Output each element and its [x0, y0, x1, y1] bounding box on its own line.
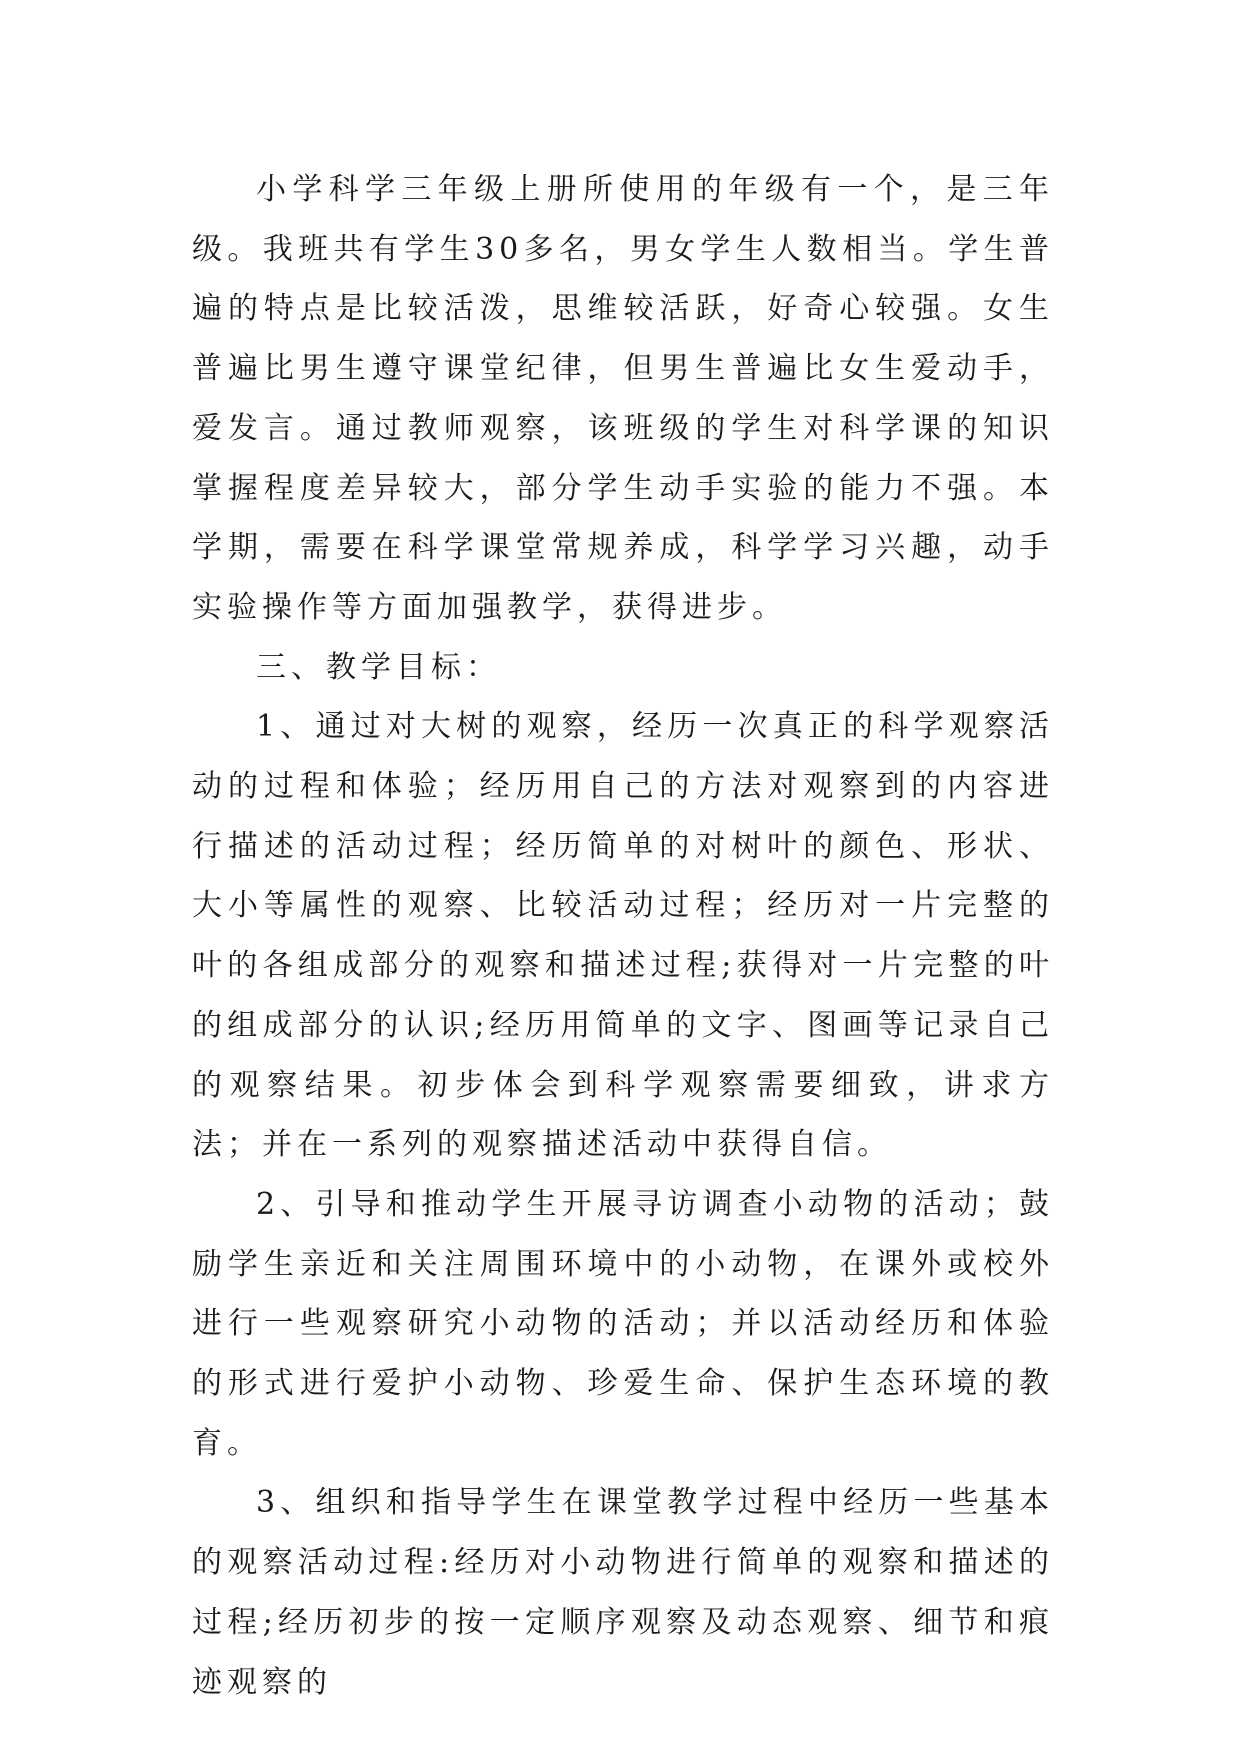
section-heading-teaching-goals: 三、教学目标：	[256, 649, 501, 685]
document-body	[192, 160, 1054, 1712]
paragraph-goal-2: 2、引导和推动学生开展寻访调查小动物的活动；鼓励学生亲近和关注周围环境中的小动物，在课外或校外进行一些观察研究小动物的活动；并以活动经历和体验的形式进行爱护小动物、珍爱生命、保护生态环境的教育。	[192, 1186, 1054, 1461]
paragraph-class-overview: 小学科学三年级上册所使用的年级有一个，是三年级。我班共有学生30多名，男女学生人数相当。学生普遍的特点是比较活泼，思维较活跃，好奇心较强。女生普遍比男生遵守课堂纪律，但男生普遍比女生爱动手，爱发言。通过教师观察，该班级的学生对科学课的知识掌握程度差异较大，部分学生动手实验的能力不强。本学期，需要在科学课堂常规养成，科学学习兴趣，动手实验操作等方面加强教学，获得进步。	[192, 172, 1054, 625]
paragraph-goal-1: 1、通过对大树的观察，经历一次真正的科学观察活动的过程和体验；经历用自己的方法对观察到的内容进行描述的活动过程；经历简单的对树叶的颜色、形状、大小等属性的观察、比较活动过程；经历对一片完整的叶的各组成部分的观察和描述过程;获得对一片完整的叶的组成部分的认识;经历用简单的文字、图画等记录自己的观察结果。初步体会到科学观察需要细致，讲求方法；并在一系列的观察描述活动中获得自信。	[192, 709, 1054, 1163]
paragraph-goal-3: 3、组织和指导学生在课堂教学过程中经历一些基本的观察活动过程:经历对小动物进行简单的观察和描述的过程;经历初步的按一定顺序观察及动态观察、细节和痕迹观察的	[192, 1485, 1054, 1700]
